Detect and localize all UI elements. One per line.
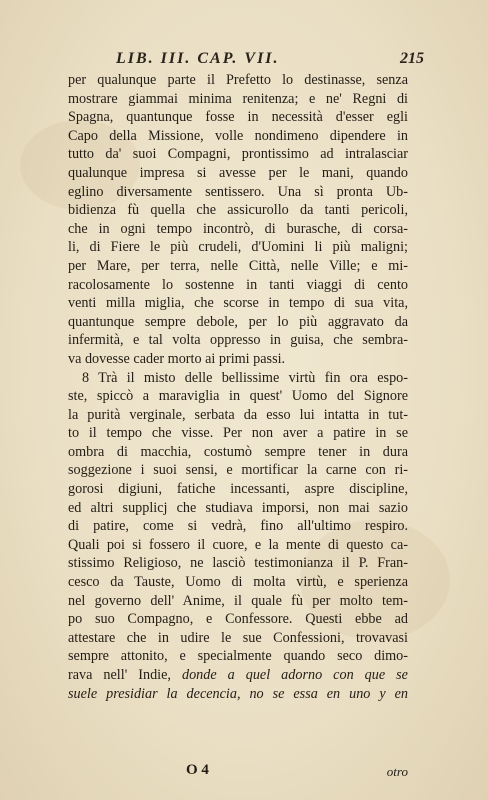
text-line: eglino diversamente sentissero. Una sì pronta Ub-: [68, 183, 408, 200]
body-text: [68, 71, 408, 703]
text-line: 8 Trà il misto delle bellissime virtù fin ora espo-: [82, 369, 408, 386]
running-title: LIB. III. CAP. VII.: [116, 50, 280, 67]
text-line: stissimo Religioso, ne lasciò testimonianza il P. Fran-: [68, 555, 408, 572]
text-italic: donde a quel adorno con que se: [181, 667, 408, 683]
text-line: qualunque impresa si avesse per le mani, quando: [68, 164, 408, 181]
text-roman: rava nell' Indie,: [68, 667, 182, 683]
text-line: ste, spiccò a maraviglia in quest' Uomo del Signore: [68, 388, 408, 405]
text-line: infermità, e tal volta oppresso in guisa, che sembra-: [68, 332, 408, 349]
text-line: soggezione i suoi sensi, e mortificar la carne con ri-: [68, 462, 408, 479]
text-line-italic: suele presidiar la decencia, no se essa en uno y en: [68, 685, 408, 702]
text-line: Spagna, quantunque fosse in necessità d'esser egli: [68, 109, 408, 126]
page-footer: [68, 762, 408, 784]
text-line: quantunque sempre debole, per lo più aggravato da: [68, 313, 408, 330]
text-line: mostrare giammai minima renitenza; e ne' Regni di: [68, 90, 408, 107]
page-number: 215: [400, 50, 424, 67]
text-line: va dovesse cader morto ai primi passi.: [68, 350, 286, 367]
text-line: che in ogni tempo incontrò, di burasche, di corsa-: [68, 220, 408, 237]
signature-mark: O 4: [186, 762, 209, 778]
text-line: to il tempo che visse. Per non aver a patire in se: [68, 425, 408, 442]
text-line: venti milla miglia, che scorse in tempo di sua vita,: [68, 295, 408, 312]
text-line: per qualunque parte il Prefetto lo destinasse, senza: [68, 72, 408, 88]
catchword: otro: [386, 764, 408, 779]
text-line: cesco da Tauste, Uomo di molta virtù, e sperienza: [68, 574, 408, 591]
page-header: [84, 50, 424, 72]
text-line: bidienza fù quella che assicurollo da tanti pericoli,: [68, 202, 408, 219]
text-line: li, di Fiere le più crudeli, d'Uomini li più maligni;: [68, 239, 408, 256]
text-line: sempre attonito, e specialmente quando seco dimo-: [68, 648, 408, 665]
text-line: tutto da' suoi Compagni, prontissimo ad intralasciar: [68, 146, 408, 163]
text-line: ed altri supplicj che studiava imporsi, non mai sazio: [68, 499, 408, 516]
text-line: la purità verginale, serbata da esso lui intatta in tut-: [68, 406, 408, 423]
text-line: gorosi digiuni, fatiche incessanti, aspre discipline,: [68, 481, 408, 498]
text-line: po suo Compagno, e Confessore. Questi ebbe ad: [68, 611, 408, 628]
text-line: racolosamente lo sostenne in tanti viaggi di cento: [68, 276, 408, 293]
text-line: ombra di macchia, costumò sempre tener in dura: [68, 443, 408, 460]
text-line: Capo della Missione, volle nondimeno dipendere in: [68, 127, 408, 144]
text-line: attestare che in udire le sue Confessioni, trovavasi: [68, 629, 408, 646]
text-line: per Mare, per terra, nelle Città, nelle Ville; e mi-: [68, 257, 408, 274]
text-line: di patire, come si vedrà, fino all'ultimo respiro.: [68, 518, 408, 535]
text-line: nel governo dell' Anime, il quale fù per molto tem-: [68, 592, 408, 609]
text-line: Quali poi si fossero il cuore, e la mente di questo ca-: [68, 536, 408, 553]
text-line: [68, 666, 408, 685]
